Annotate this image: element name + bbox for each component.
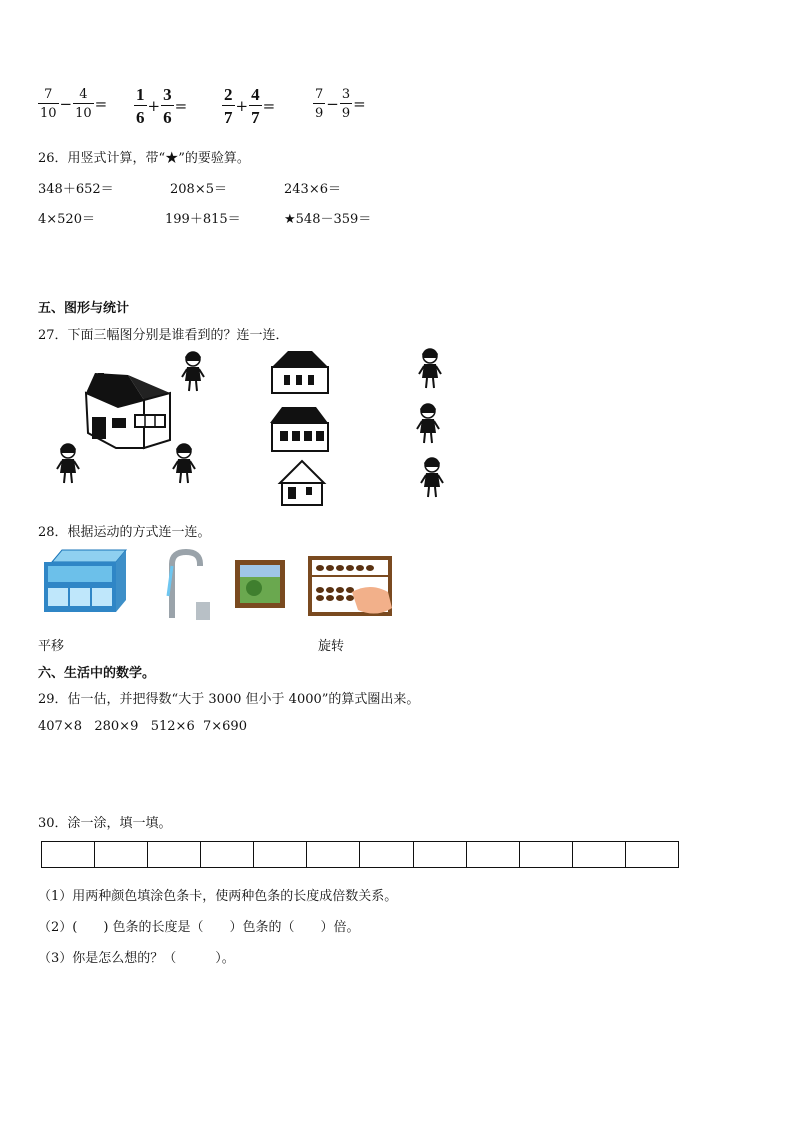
drawer-cabinet-icon	[44, 550, 126, 612]
numerator: 7	[315, 87, 324, 102]
abacus-icon	[310, 558, 392, 614]
strip-cell[interactable]	[414, 842, 467, 867]
q26-item: 4×520＝	[38, 212, 95, 227]
strip-cell[interactable]	[307, 842, 360, 867]
operator: −	[326, 95, 339, 113]
strip-cell[interactable]	[201, 842, 254, 867]
strip-cell[interactable]	[42, 842, 95, 867]
strip-cell[interactable]	[360, 842, 413, 867]
picture-frame-icon	[235, 560, 285, 608]
girl-icon	[421, 458, 443, 497]
house-side-view-icon	[270, 407, 328, 451]
fraction-expr-2	[134, 86, 188, 126]
denominator: 9	[341, 106, 351, 121]
numerator: 2	[224, 85, 233, 104]
numerator: 4	[73, 88, 94, 104]
operator: −	[59, 95, 73, 113]
section-heading: 六、生活中的数学。	[38, 666, 156, 681]
q28-title: 28．根据运动的方式连一连。	[38, 525, 211, 540]
q29-title: 29．估一估，并把得数“大于 3000 但小于 4000”的算式圈出来。	[38, 692, 420, 707]
numerator: 3	[341, 87, 351, 102]
girl-icon	[182, 352, 204, 391]
q26-item: 348＋652＝	[38, 182, 114, 197]
q28-illustration	[40, 548, 400, 626]
numerator: 7	[38, 88, 59, 104]
q27-title: 27．下面三幅图分别是谁看到的？连一连．	[38, 328, 289, 343]
fraction-expr-3	[222, 86, 276, 126]
denominator: 7	[224, 108, 233, 127]
denominator: 6	[163, 108, 172, 127]
label-rotation: 旋转	[318, 639, 345, 654]
q27-illustration	[40, 345, 480, 510]
equals-sign: =	[353, 95, 366, 113]
strip-cell[interactable]	[95, 842, 148, 867]
equals-sign: =	[262, 97, 276, 115]
q26-title: 26．用竖式计算，带“★”的要验算。	[38, 151, 250, 166]
girl-icon	[173, 444, 195, 483]
faucet-icon	[168, 552, 210, 620]
q26-item: 243×6＝	[284, 182, 341, 197]
strip-cell[interactable]	[467, 842, 520, 867]
q29-items: 407×8 280×9 512×6 7×690	[38, 719, 247, 734]
q30-sub1: （1）用两种颜色填涂色条卡，使两种色条的长度成倍数关系。	[38, 889, 398, 904]
denominator: 7	[251, 108, 260, 127]
numerator: 4	[251, 85, 260, 104]
fraction-expr-1	[38, 88, 108, 120]
strip-cell[interactable]	[626, 842, 678, 867]
numerator: 3	[163, 85, 172, 104]
denominator: 6	[136, 108, 145, 127]
label-translation: 平移	[38, 639, 65, 654]
q26-item: 199＋815＝	[165, 212, 241, 227]
strip-cell[interactable]	[148, 842, 201, 867]
denominator: 10	[40, 106, 57, 121]
equals-sign: =	[94, 95, 108, 113]
section-heading: 五、图形与统计	[38, 301, 130, 316]
girl-icon	[419, 349, 441, 388]
q30-sub3: （3）你是怎么想的？（ ）。	[38, 951, 235, 966]
strip-cell[interactable]	[520, 842, 573, 867]
denominator: 10	[75, 106, 92, 121]
denominator: 9	[315, 106, 324, 121]
numerator: 1	[136, 85, 145, 104]
q30-title: 30．涂一涂，填一填。	[38, 816, 172, 831]
q26-item: 208×5＝	[170, 182, 227, 197]
q26-item: ★548－359＝	[284, 212, 372, 227]
equals-sign: =	[174, 97, 188, 115]
strip-cell[interactable]	[254, 842, 307, 867]
strip-cell[interactable]	[573, 842, 626, 867]
girl-icon	[417, 404, 439, 443]
color-strip-card[interactable]	[41, 841, 679, 868]
operator: +	[235, 97, 249, 115]
house-front-view-icon	[272, 351, 328, 393]
fraction-expr-4	[313, 88, 367, 120]
house-3d-icon	[86, 373, 170, 448]
q30-sub2: （2）( ) 色条的长度是（ ）色条的（ ）倍。	[38, 920, 360, 935]
girl-icon	[57, 444, 79, 483]
house-gable-view-icon	[280, 461, 324, 505]
operator: +	[147, 97, 161, 115]
